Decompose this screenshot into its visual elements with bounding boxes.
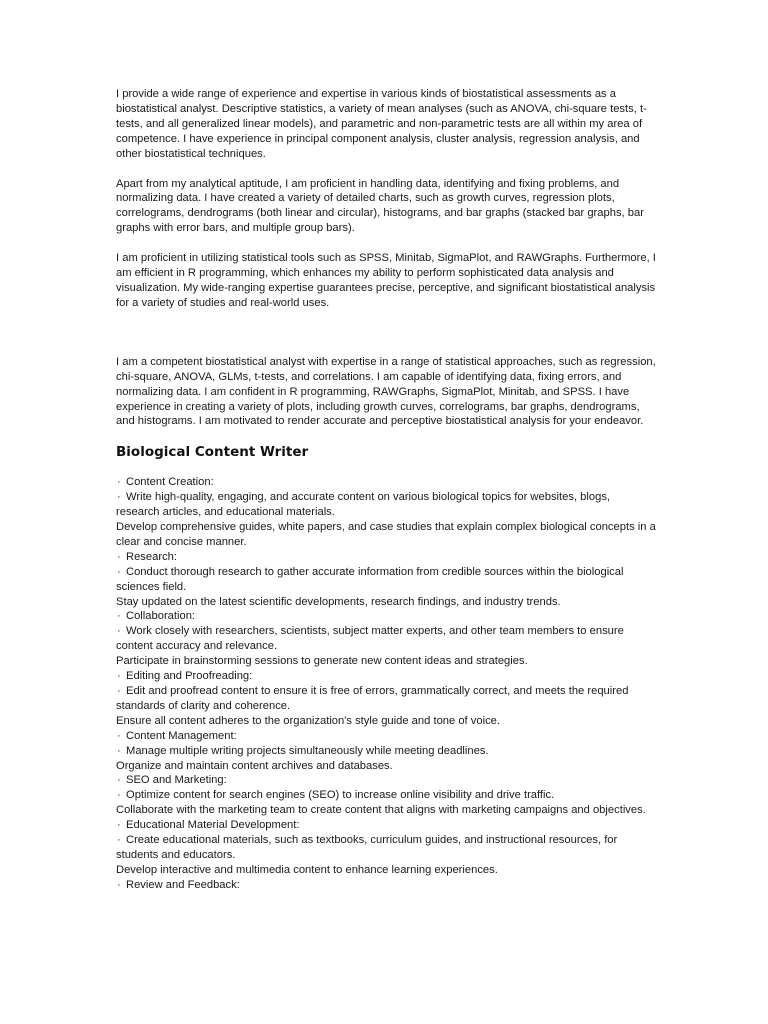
list-item-text: Participate in brainstorming sessions to generate new content ideas and strategies. [116, 655, 528, 668]
bullet-icon: · [117, 834, 121, 847]
list-item-text: Content Creation: [126, 476, 214, 489]
paragraph-statistical-tools: I am proficient in utilizing statistical tools such as SPSS, Minitab, SigmaPlot, and RAWGraphs. Furthermore, I am efficient in R programming, which enhances my ability to perform sophisticated data analysis and visualization. My wide-ranging expertise guarantees precise, perceptive, and significant biostatistical analysis for a variety of studies and real-world uses. [116, 252, 656, 309]
list-item [116, 609, 656, 624]
list-item [116, 654, 656, 669]
paragraph-analyst-experience: I provide a wide range of experience and expertise in various kinds of biostatistical assessments as a biostatistical analyst. Descriptive statistics, a variety of mean analyses (such as ANOVA, chi-square tests, t-tests, and all generalized linear models), and parametric and non-parametric tests are all within my area of competence. I have experience in principal component analysis, cluster analysis, regression analysis, and other biostatistical techniques. [116, 88, 647, 160]
list-item-text: Research: [126, 550, 177, 563]
list-item-text: Review and Feedback: [126, 878, 240, 891]
bullet-icon: · [117, 789, 121, 802]
list-item-text: Ensure all content adheres to the organization's style guide and tone of voice. [116, 714, 501, 727]
bullet-icon: · [117, 491, 121, 504]
list-item-text: Content Management: [126, 729, 237, 742]
section-heading: Biological Content Writer [116, 444, 309, 461]
list-item-text: Collaboration: [126, 610, 196, 623]
list-item [116, 773, 656, 788]
bullet-icon: · [117, 774, 121, 787]
list-item [116, 490, 656, 520]
bullet-icon: · [117, 729, 121, 742]
bullet-icon: · [117, 610, 121, 623]
list-item [116, 520, 656, 550]
list-item [116, 595, 656, 610]
bullet-icon: · [117, 819, 121, 832]
spacer [116, 461, 656, 475]
list-item [116, 714, 656, 729]
bullet-icon: · [117, 878, 121, 891]
bullet-icon: · [117, 550, 121, 563]
list-item [116, 878, 656, 893]
spacer [116, 429, 656, 443]
spacer [116, 162, 656, 177]
list-item-text: Organize and maintain content archives and databases. [116, 759, 393, 772]
list-item [116, 475, 656, 490]
spacer [116, 311, 656, 355]
list-item-text: Develop comprehensive guides, white papers, and case studies that explain complex biological concepts in a clear and concise manner. [116, 521, 656, 548]
list-item [116, 863, 656, 878]
bullet-icon: · [117, 625, 121, 638]
paragraph-summary: I am a competent biostatistical analyst with expertise in a range of statistical approaches, such as regression, chi-square, ANOVA, GLMs, t-tests, and correlations. I am capable of identifying data, fixing errors, and normalizing data. I am confident in R programming, RAWGraphs, SigmaPlot, Minitab, and SPSS. I have experience in creating a variety of plots, including growth curves, correlograms, bar graphs, dendrograms, and histograms. I am motivated to render accurate and perceptive biostatistical analysis for your endeavor. [116, 355, 656, 428]
list-item [116, 729, 656, 744]
list-item [116, 818, 656, 833]
list-item [116, 669, 656, 684]
document-page [116, 87, 656, 893]
list-item-text: Work closely with researchers, scientists, subject matter experts, and other team members to ensure content accuracy and relevance. [116, 625, 624, 653]
list-item-text: Editing and Proofreading: [126, 670, 253, 683]
list-item [116, 550, 656, 565]
list-item-text: Edit and proofread content to ensure it is free of errors, grammatically correct, and meets the required standards of clarity and coherence. [116, 685, 629, 712]
list-item-text: Optimize content for search engines (SEO) to increase online visibility and drive traffic. [126, 789, 555, 802]
list-item-text: SEO and Marketing: [126, 774, 227, 787]
list-item [116, 803, 656, 818]
paragraph-analytical-aptitude: Apart from my analytical aptitude, I am proficient in handling data, identifying and fixing problems, and normalizing data. I have created a variety of detailed charts, such as growth curves, regression plots, correlograms, dendrograms (both linear and circular), histograms, and bar graphs (stacked bar graphs, bar graphs with error bars, and multiple group bars). [116, 177, 644, 235]
bullet-icon: · [117, 476, 121, 489]
bullet-icon: · [117, 744, 121, 757]
list-item-text: Create educational materials, such as textbooks, curriculum guides, and instructional resources, for students and educators. [116, 834, 618, 861]
list-item-text: Stay updated on the latest scientific developments, research findings, and industry trends. [116, 595, 561, 608]
list-item-text: Write high-quality, engaging, and accurate content on various biological topics for websites, blogs, research articles, and educational materials. [116, 491, 611, 519]
list-item [116, 684, 656, 714]
bullet-icon: · [117, 565, 121, 578]
list-item [116, 759, 656, 774]
spacer [116, 236, 656, 251]
list-item-text: Develop interactive and multimedia content to enhance learning experiences. [116, 863, 498, 876]
bullet-icon: · [117, 685, 121, 697]
list-item [116, 833, 656, 863]
list-item-text: Conduct thorough research to gather accurate information from credible sources within the biological sciences field. [116, 565, 624, 593]
list-item-text: Collaborate with the marketing team to create content that aligns with marketing campaigns and objectives. [116, 804, 646, 817]
list-item [116, 624, 656, 654]
list-item [116, 744, 656, 759]
list-item-text: Manage multiple writing projects simultaneously while meeting deadlines. [126, 744, 489, 757]
list-item [116, 788, 656, 803]
responsibilities-list [116, 475, 656, 892]
list-item [116, 565, 656, 595]
list-item-text: Educational Material Development: [126, 819, 300, 832]
bullet-icon: · [117, 670, 121, 683]
